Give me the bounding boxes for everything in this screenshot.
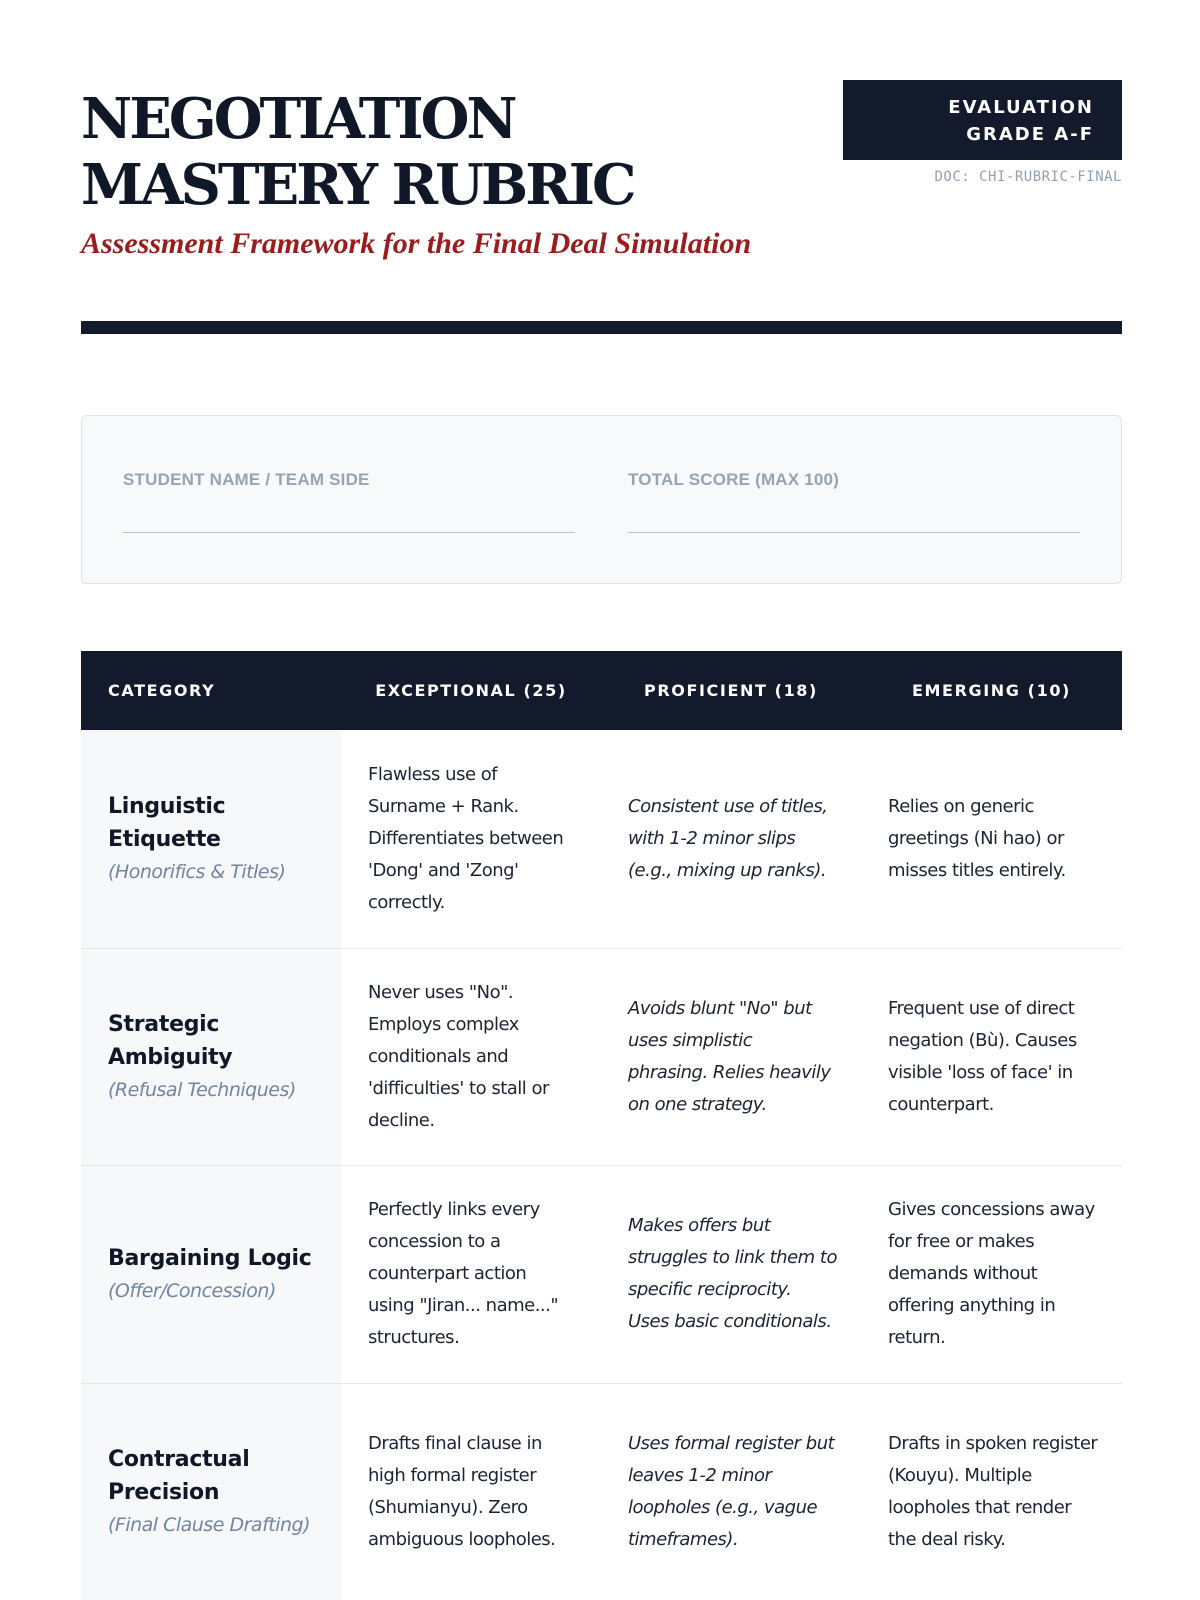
document-title: NEGOTIATION MASTERY RUBRIC: [81, 86, 634, 218]
badge-line-1: EVALUATION: [948, 97, 1094, 118]
rubric-table: [81, 651, 1122, 1600]
emerging-cell: Frequent use of direct negation (Bù). Causes visible 'loss of face' in counterpart.: [861, 948, 1122, 1165]
total-score-line: [628, 532, 1080, 533]
exceptional-cell: Never uses "No". Employs complex conditionals and 'difficulties' to stall or decline.: [341, 948, 601, 1165]
category-subtitle: (Refusal Techniques): [108, 1078, 296, 1101]
exceptional-cell: Drafts final clause in high formal register (Shumianyu). Zero ambiguous loopholes.: [341, 1383, 601, 1600]
category-cell: [81, 730, 341, 948]
rubric-header-row: [81, 651, 1122, 730]
table-row: [81, 948, 1122, 1165]
category-subtitle: (Honorifics & Titles): [108, 860, 286, 883]
document-subtitle: Assessment Framework for the Final Deal Simulation: [81, 227, 752, 260]
student-name-field[interactable]: [123, 470, 575, 533]
category-name: Bargaining Logic: [108, 1245, 312, 1271]
column-header-proficient: PROFICIENT (18): [601, 651, 861, 730]
column-header-emerging: EMERGING (10): [861, 651, 1122, 730]
total-score-field[interactable]: [628, 470, 1080, 533]
document-id: DOC: CHI-RUBRIC-FINAL: [934, 169, 1122, 185]
category-cell: [81, 1165, 341, 1383]
category-cell: [81, 1383, 341, 1600]
proficient-cell: Consistent use of titles, with 1-2 minor slips (e.g., mixing up ranks).: [601, 730, 861, 948]
total-score-label: TOTAL SCORE (MAX 100): [628, 470, 840, 489]
emerging-cell: Relies on generic greetings (Ni hao) or misses titles entirely.: [861, 730, 1122, 948]
exceptional-cell: Perfectly links every concession to a counterpart action using "Jiran... name..." structures.: [341, 1165, 601, 1383]
proficient-cell: Avoids blunt "No" but uses simplistic phrasing. Relies heavily on one strategy.: [601, 948, 861, 1165]
badge-line-2: GRADE A-F: [966, 124, 1094, 145]
category-name: Strategic Ambiguity: [108, 1011, 233, 1070]
evaluation-badge: [843, 80, 1122, 160]
exceptional-cell: Flawless use of Surname + Rank. Differentiates between 'Dong' and 'Zong' correctly.: [341, 730, 601, 948]
column-header-category: CATEGORY: [81, 651, 341, 730]
category-subtitle: (Final Clause Drafting): [108, 1513, 310, 1536]
student-name-label: STUDENT NAME / TEAM SIDE: [123, 470, 370, 489]
column-header-exceptional: EXCEPTIONAL (25): [341, 651, 601, 730]
header-divider: [81, 321, 1122, 334]
student-info-card: [81, 415, 1122, 584]
category-subtitle: (Offer/Concession): [108, 1279, 276, 1302]
emerging-cell: Drafts in spoken register (Kouyu). Multiple loopholes that render the deal risky.: [861, 1383, 1122, 1600]
table-row: [81, 730, 1122, 948]
document-header: [81, 80, 1122, 335]
table-row: [81, 1165, 1122, 1383]
proficient-cell: Makes offers but struggles to link them to specific reciprocity. Uses basic conditionals.: [601, 1165, 861, 1383]
category-name: Contractual Precision: [108, 1446, 250, 1505]
student-name-line: [123, 532, 575, 533]
category-name: Linguistic Etiquette: [108, 793, 226, 852]
proficient-cell: Uses formal register but leaves 1-2 minor loopholes (e.g., vague timeframes).: [601, 1383, 861, 1600]
category-cell: [81, 948, 341, 1165]
emerging-cell: Gives concessions away for free or makes demands without offering anything in return.: [861, 1165, 1122, 1383]
table-row: [81, 1383, 1122, 1600]
